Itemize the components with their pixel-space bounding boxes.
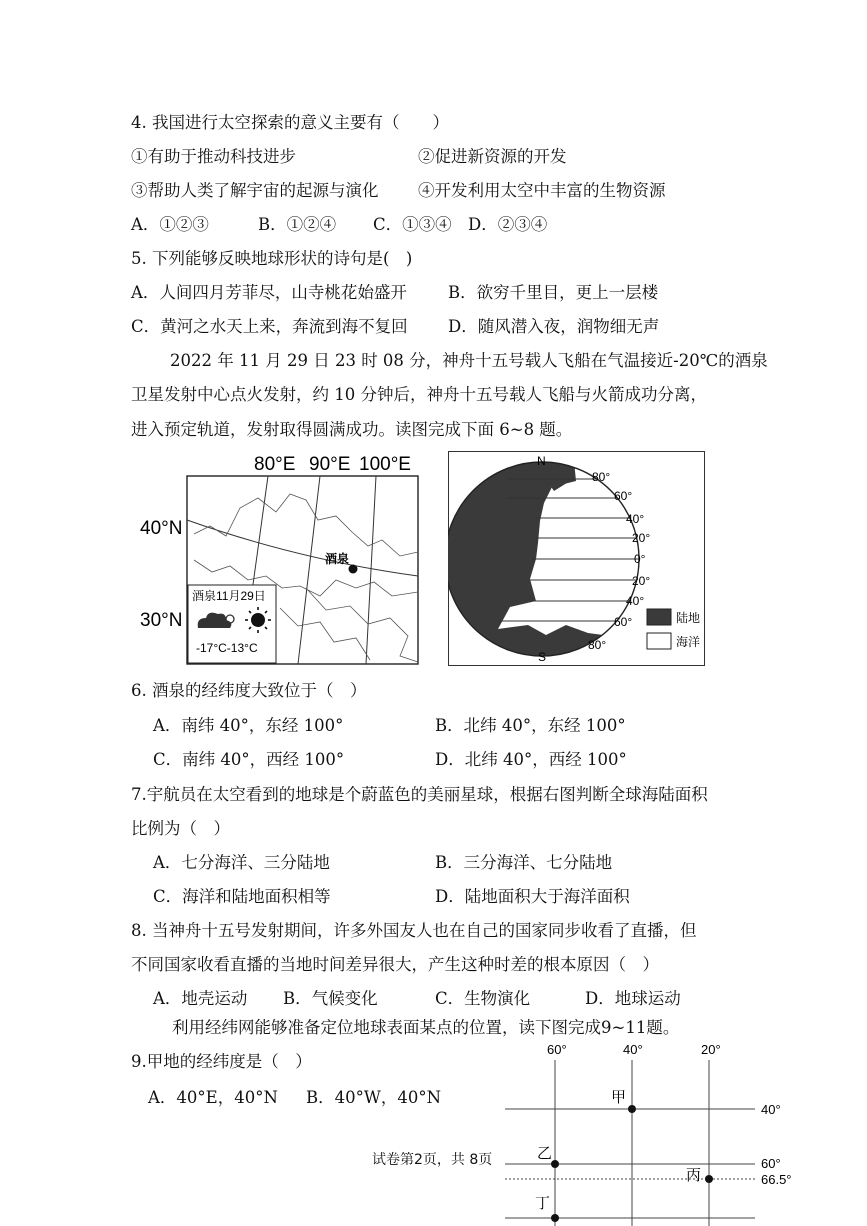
globe-lat-60n: 60° — [614, 489, 633, 503]
q9-option-a[interactable]: A．40°E，40°N — [148, 1088, 278, 1107]
q9-option-b[interactable]: B．40°W，40°N — [306, 1088, 442, 1107]
q8-option-b[interactable]: B．气候变化 — [283, 989, 378, 1008]
globe-lat-40n: 40° — [626, 512, 645, 526]
globe-lat-20s: 20° — [632, 574, 651, 588]
map-lon-label-100e: 100°E — [359, 454, 411, 475]
weather-title: 酒泉11月29日 — [192, 589, 266, 603]
q5-option-d[interactable]: D．随风潜入夜，润物细无声 — [448, 317, 660, 336]
q9-stem: 9.甲地的经纬度是（ ） — [131, 1052, 312, 1071]
point-yi-label: 乙 — [537, 1145, 553, 1162]
passage1-line-1: 2022 年 11 月 29 日 23 时 08 分，神舟十五号载人飞船在气温接近-20℃的酒泉 — [170, 351, 768, 370]
passage1-line-2: 卫星发射中心点火发射，约 10 分钟后，神舟十五号载人飞船与火箭成功分离， — [131, 385, 707, 404]
grid-lon-label-60: 60° — [547, 1042, 567, 1057]
q4-statement-1: ①有助于推动科技进步 — [131, 147, 296, 166]
q4-statement-3: ③帮助人类了解宇宙的起源与演化 — [131, 181, 379, 200]
point-bing — [705, 1175, 713, 1183]
point-yi — [551, 1160, 559, 1168]
q8-option-d[interactable]: D．地球运动 — [585, 989, 681, 1008]
q7-option-c[interactable]: C．海洋和陆地面积相等 — [153, 887, 331, 906]
grid-lat-label-66-5: 66.5° — [761, 1172, 792, 1187]
grid-lon-label-40: 40° — [623, 1042, 643, 1057]
globe-south-label: S — [538, 650, 547, 664]
q8-option-a[interactable]: A．地壳运动 — [153, 989, 248, 1008]
point-ding-label: 丁 — [535, 1195, 551, 1212]
q4-stem: 4. 我国进行太空探索的意义主要有（ ） — [131, 113, 449, 132]
jiuquan-point — [349, 565, 358, 574]
grid-lat-label-40: 40° — [761, 1102, 781, 1117]
globe-lat-0: 0° — [634, 552, 646, 566]
passage1-line-3: 进入预定轨道，发射取得圆满成功。读图完成下面 6~8 题。 — [131, 420, 573, 439]
q6-stem: 6. 酒泉的经纬度大致位于（ ） — [131, 681, 367, 700]
globe-lat-20n: 20° — [632, 531, 651, 545]
q6-option-d[interactable]: D．北纬 40°，西经 100° — [435, 750, 627, 769]
q6-option-c[interactable]: C．南纬 40°，西经 100° — [153, 750, 345, 769]
latlon-grid — [505, 1036, 805, 1226]
q4-statement-2: ②促进新资源的开发 — [418, 147, 567, 166]
globe-north-label: N — [537, 454, 546, 468]
q7-stem-line-2: 比例为（ ） — [131, 819, 230, 838]
q4-statement-4: ④开发利用太空中丰富的生物资源 — [418, 181, 666, 200]
q4-option-d[interactable]: D．②③④ — [468, 215, 548, 234]
q5-option-a[interactable]: A．人间四月芳菲尽，山寺桃花始盛开 — [131, 283, 407, 302]
globe-lat-40s: 40° — [626, 594, 645, 608]
q5-stem: 5. 下列能够反映地球形状的诗句是( ) — [131, 249, 413, 268]
legend-ocean-swatch — [647, 633, 671, 649]
q7-option-a[interactable]: A．七分海洋、三分陆地 — [153, 853, 330, 872]
map-lon-label-80e: 80°E — [254, 454, 296, 475]
legend-land-label: 陆地 — [676, 611, 701, 625]
q5-option-c[interactable]: C．黄河之水天上来，奔流到海不复回 — [131, 317, 408, 336]
point-bing-label: 丙 — [686, 1167, 702, 1184]
map-lat-label-30n: 30°N — [140, 610, 183, 631]
legend-ocean-label: 海洋 — [676, 635, 701, 649]
q8-option-c[interactable]: C．生物演化 — [435, 989, 531, 1008]
q7-stem-line-1: 7.宇航员在太空看到的地球是个蔚蓝色的美丽星球，根据右图判断全球海陆面积 — [131, 785, 708, 804]
q5-option-b[interactable]: B．欲穷千里目，更上一层楼 — [448, 283, 659, 302]
globe-lat-80n: 80° — [592, 470, 611, 484]
q7-option-d[interactable]: D．陆地面积大于海洋面积 — [435, 887, 630, 906]
legend-land-swatch — [647, 609, 671, 625]
q7-option-b[interactable]: B．三分海洋、七分陆地 — [435, 853, 613, 872]
point-jia-label: 甲 — [611, 1089, 627, 1106]
q8-stem-line-1: 8. 当神舟十五号发射期间，许多外国友人也在自己的国家同步收看了直播，但 — [131, 921, 697, 940]
land-ocean-globe — [448, 451, 706, 669]
page-footer: 试卷第2页，共 8页 — [372, 1152, 493, 1168]
jiuquan-map — [130, 448, 430, 668]
grid-lon-label-20: 20° — [701, 1042, 721, 1057]
q8-stem-line-2: 不同国家收看直播的当地时间差异很大，产生这种时差的根本原因（ ） — [131, 955, 659, 974]
weather-temp: -17°C-13°C — [196, 641, 258, 655]
q6-option-b[interactable]: B．北纬 40°，东经 100° — [435, 716, 626, 735]
globe-lat-80s: 80° — [588, 638, 607, 652]
globe-lat-60s: 60° — [614, 615, 633, 629]
map-lon-label-90e: 90°E — [309, 454, 351, 475]
point-ding — [551, 1214, 559, 1222]
q4-option-b[interactable]: B．①②④ — [258, 215, 337, 234]
q6-option-a[interactable]: A．南纬 40°，东经 100° — [153, 716, 344, 735]
map-lat-label-40n: 40°N — [140, 518, 183, 539]
grid-lat-label-60: 60° — [761, 1156, 781, 1171]
q4-option-a[interactable]: A．①②③ — [131, 215, 209, 234]
point-jia — [628, 1105, 636, 1113]
jiuquan-label: 酒泉 — [325, 552, 350, 566]
passage2: 利用经纬网能够准备定位地球表面某点的位置，读下图完成9~11题。 — [172, 1018, 680, 1037]
q4-option-c[interactable]: C．①③④ — [373, 215, 452, 234]
